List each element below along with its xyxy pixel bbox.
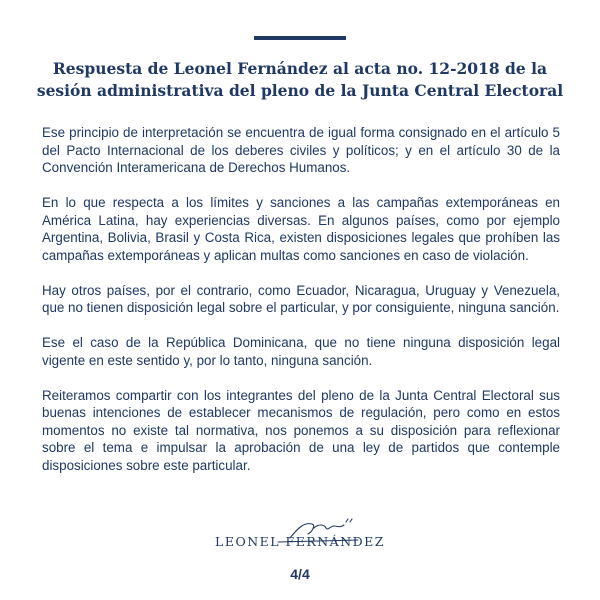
paragraph-3: Hay otros países, por el contrario, como Ecuador, Nicaragua, Uruguay y Venezuela, que no tienen disposición legal sobre el particular, y por consiguiente, ninguna sanción. bbox=[42, 282, 560, 315]
paragraph-4: Ese el caso de la República Dominicana, que no tiene ninguna disposición legal vigente en este sentido y, por lo tanto, ninguna sanción. bbox=[42, 335, 560, 368]
document-title: Respuesta de Leonel Fernández al acta no. 12-2018 de la sesión administrativa del pleno de la Junta Central Electoral bbox=[36, 59, 564, 100]
signature-name: LEONEL FERNÁNDEZ bbox=[215, 534, 385, 549]
signature-block bbox=[0, 512, 600, 552]
paragraph-5: Reiteramos compartir con los integrantes del pleno de la Junta Central Electoral sus buenas intenciones de establecer mecanismos de regulación, pero como en estos momentos no existe tal normativa, nos ponemos a su disposición para reflexionar sobre el tema e impulsar la aprobación de una ley de partidos que contemple disposiciones sobre este particular. bbox=[42, 387, 560, 473]
paragraph-1: Ese principio de interpretación se encuentra de igual forma consignado en el artículo 5 del Pacto Internacional de los deberes civiles y políticos; y en el artículo 30 de la Convención Interamericana de Derechos Humanos. bbox=[42, 125, 560, 175]
top-accent-bar bbox=[254, 36, 346, 40]
paragraph-2: En lo que respecta a los límites y sanciones a las campañas extemporáneas en América Latina, hay experiencias diversas. En algunos países, como por ejemplo Argentina, Bolivia, Brasil y Costa Rica, existen disposiciones legales que prohíben las campañas extemporáneas y aplican multas como sanciones en caso de violación. bbox=[42, 195, 560, 263]
page-number: 4/4 bbox=[290, 566, 310, 582]
document-body bbox=[42, 124, 560, 492]
